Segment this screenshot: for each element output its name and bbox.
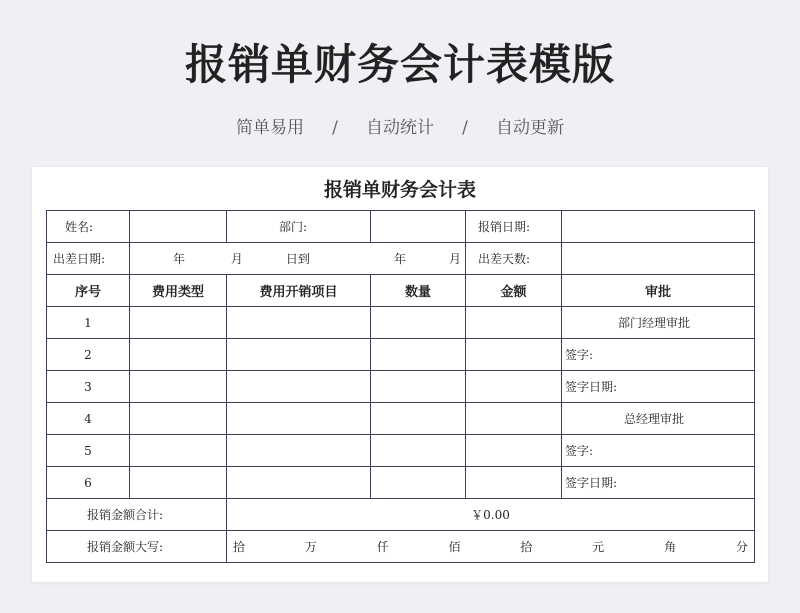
- unit-yuan: 元: [592, 540, 605, 554]
- dept-input-cell[interactable]: [371, 211, 466, 243]
- unit-bai: 佰: [448, 540, 461, 554]
- column-header-row: [47, 275, 755, 307]
- amount-words-label: 报销金额大写:: [47, 531, 227, 563]
- unit-shi: 拾: [233, 540, 246, 554]
- year-unit-2: 年: [393, 252, 406, 266]
- item-cell[interactable]: [227, 435, 371, 467]
- separator: /: [332, 118, 338, 138]
- year-unit: 年: [172, 252, 185, 266]
- amount-words-row: [47, 531, 755, 563]
- feature-easy: 简单易用: [236, 118, 304, 138]
- col-header-item: 费用开销项目: [227, 275, 371, 307]
- type-cell[interactable]: [130, 307, 227, 339]
- info-row-1: [47, 211, 755, 243]
- total-value: ￥0.00: [227, 499, 755, 531]
- item-cell[interactable]: [227, 307, 371, 339]
- feature-tagline: [0, 113, 800, 138]
- name-input-cell[interactable]: [130, 211, 227, 243]
- trip-date-label: 出差日期:: [47, 243, 130, 275]
- type-cell[interactable]: [130, 371, 227, 403]
- signature-label[interactable]: 签字:: [562, 435, 755, 467]
- table-row: [47, 371, 755, 403]
- amount-cell[interactable]: [466, 403, 562, 435]
- col-header-type: 费用类型: [130, 275, 227, 307]
- dept-label: 部门:: [227, 211, 371, 243]
- col-header-amount: 金额: [466, 275, 562, 307]
- item-cell[interactable]: [227, 403, 371, 435]
- unit-jiao: 角: [664, 540, 677, 554]
- qty-cell[interactable]: [371, 403, 466, 435]
- table-row: [47, 339, 755, 371]
- row-index: 5: [47, 435, 130, 467]
- qty-cell[interactable]: [371, 339, 466, 371]
- item-cell[interactable]: [227, 371, 371, 403]
- signature-date-label[interactable]: 签字日期:: [562, 467, 755, 499]
- unit-qian: 仟: [376, 540, 389, 554]
- table-row: [47, 435, 755, 467]
- report-date-label: 报销日期:: [466, 211, 562, 243]
- trip-days-label: 出差天数:: [466, 243, 562, 275]
- total-row: [47, 499, 755, 531]
- trip-date-input-cell[interactable]: [130, 243, 466, 275]
- amount-cell[interactable]: [466, 467, 562, 499]
- amount-cell[interactable]: [466, 371, 562, 403]
- unit-shi-2: 拾: [520, 540, 533, 554]
- type-cell[interactable]: [130, 403, 227, 435]
- amount-cell[interactable]: [466, 435, 562, 467]
- signature-date-label[interactable]: 签字日期:: [562, 371, 755, 403]
- item-cell[interactable]: [227, 339, 371, 371]
- col-header-approval: 审批: [562, 275, 755, 307]
- row-index: 2: [47, 339, 130, 371]
- signature-label[interactable]: 签字:: [562, 339, 755, 371]
- trip-days-input-cell[interactable]: [562, 243, 755, 275]
- table-row: [47, 307, 755, 339]
- row-index: 6: [47, 467, 130, 499]
- info-row-2: [47, 243, 755, 275]
- feature-auto-update: 自动更新: [496, 118, 564, 138]
- dept-manager-approval: 部门经理审批: [562, 307, 755, 339]
- total-label: 报销金额合计:: [47, 499, 227, 531]
- qty-cell[interactable]: [371, 435, 466, 467]
- col-header-qty: 数量: [371, 275, 466, 307]
- page-title: 报销单财务会计表模版: [184, 40, 615, 89]
- row-index: 1: [47, 307, 130, 339]
- unit-fen: 分: [735, 540, 748, 554]
- expense-sheet: [32, 167, 768, 582]
- qty-cell[interactable]: [371, 371, 466, 403]
- separator: /: [462, 118, 468, 138]
- type-cell[interactable]: [130, 339, 227, 371]
- qty-cell[interactable]: [371, 307, 466, 339]
- table-row: [47, 467, 755, 499]
- row-index: 3: [47, 371, 130, 403]
- month-unit-2: 月: [448, 252, 461, 266]
- feature-auto-stat: 自动统计: [366, 118, 434, 138]
- qty-cell[interactable]: [371, 467, 466, 499]
- amount-cell[interactable]: [466, 339, 562, 371]
- amount-words-cell[interactable]: [227, 531, 755, 563]
- expense-table: [46, 210, 755, 563]
- sheet-title: 报销单财务会计表: [323, 179, 476, 201]
- table-row: [47, 403, 755, 435]
- month-unit: 月: [230, 252, 243, 266]
- type-cell[interactable]: [130, 435, 227, 467]
- unit-wan: 万: [304, 540, 317, 554]
- type-cell[interactable]: [130, 467, 227, 499]
- gm-approval: 总经理审批: [562, 403, 755, 435]
- item-cell[interactable]: [227, 467, 371, 499]
- name-label: 姓名:: [47, 211, 130, 243]
- row-index: 4: [47, 403, 130, 435]
- col-header-index: 序号: [47, 275, 130, 307]
- report-date-input-cell[interactable]: [562, 211, 755, 243]
- amount-cell[interactable]: [466, 307, 562, 339]
- day-to-unit: 日到: [285, 252, 310, 266]
